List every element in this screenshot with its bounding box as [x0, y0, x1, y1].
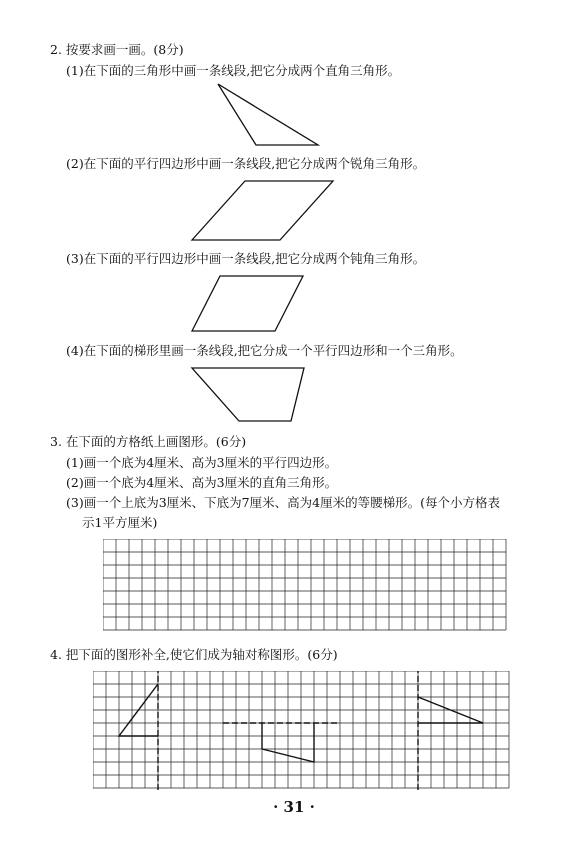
q4-title: 4. 把下面的图形补全,使它们成为轴对称图形。(6分)	[50, 647, 338, 662]
grid-paper-q3[interactable]	[103, 539, 507, 636]
page-number: · 31 ·	[273, 798, 315, 816]
trapezoid-figure	[190, 366, 310, 424]
q2-part1: (1)在下面的三角形中画一条线段,把它分成两个直角三角形。	[66, 63, 401, 78]
q3-title: 3. 在下面的方格纸上画图形。(6分)	[50, 434, 247, 449]
q3-part3-line1: (3)画一个上底为3厘米、下底为7厘米、高为4厘米的等腰梯形。(每个小方格表	[66, 495, 500, 510]
grid-paper-q4[interactable]	[93, 671, 519, 790]
q2-part3: (3)在下面的平行四边形中画一条线段,把它分成两个钝角三角形。	[66, 251, 426, 266]
q3-part3-line2: 示1平方厘米)	[82, 515, 158, 530]
q2-title: 2. 按要求画一画。(8分)	[50, 42, 184, 57]
q3-part1: (1)画一个底为4厘米、高为3厘米的平行四边形。	[66, 455, 338, 470]
q2-part4: (4)在下面的梯形里画一条线段,把它分成一个平行四边形和一个三角形。	[66, 343, 463, 358]
parallelogram-figure-1	[190, 179, 338, 243]
grid-lines	[103, 539, 506, 630]
parallelogram-figure-2	[190, 274, 308, 334]
triangle-figure	[216, 82, 324, 150]
q3-part2: (2)画一个底为4厘米、高为3厘米的直角三角形。	[66, 475, 338, 490]
q2-part2: (2)在下面的平行四边形中画一条线段,把它分成两个锐角三角形。	[66, 156, 426, 171]
